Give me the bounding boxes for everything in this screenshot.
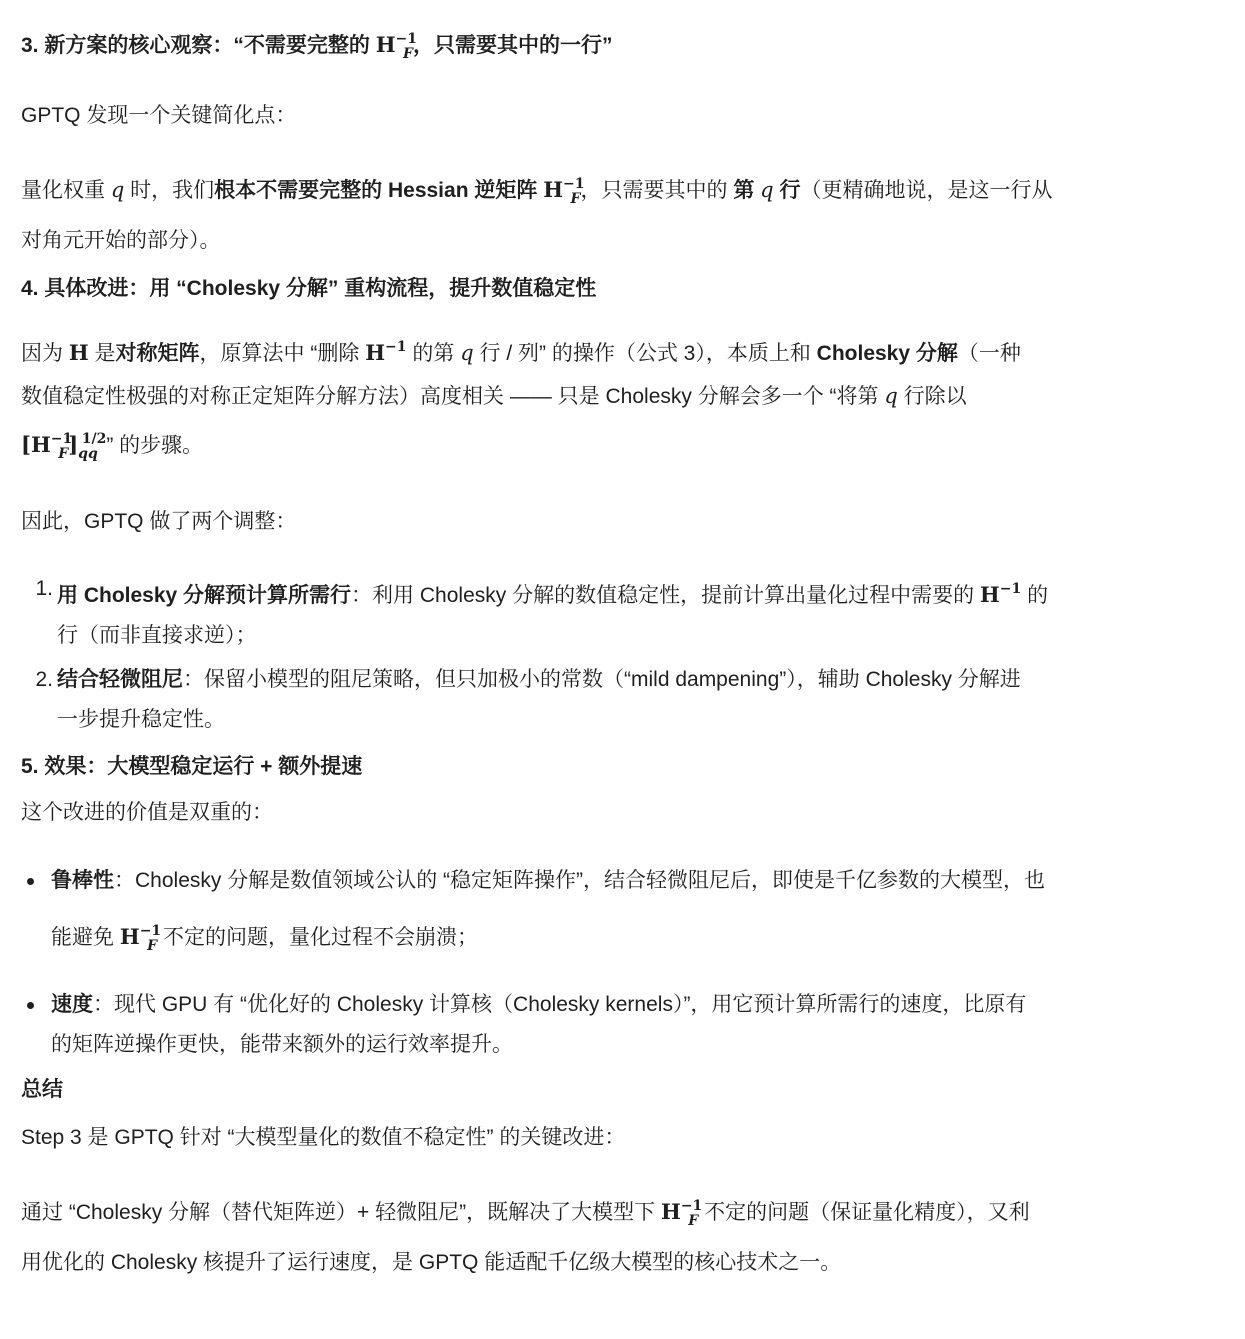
text: 是 xyxy=(88,342,116,365)
math-sup: −1 xyxy=(563,176,585,192)
paragraph xyxy=(21,326,1205,475)
list-item xyxy=(21,569,1205,656)
section-3-title xyxy=(21,24,1205,69)
title-text: 3. 新方案的核心观察：“不需要完整的 xyxy=(21,34,376,57)
section-5-title: 5. 效果：大模型稳定运行 + 额外提速 xyxy=(21,755,363,778)
math-sup: −1 xyxy=(385,339,407,355)
text: 的矩阵逆操作更快，能带来额外的运行效率提升。 xyxy=(51,1033,513,1056)
text: 通过 “Cholesky 分解（替代矩阵逆）+ 轻微阻尼”，既解决了大模型下 xyxy=(21,1201,661,1224)
text: ，原算法中 “删除 xyxy=(199,342,366,365)
paragraph: Step 3 是 GPTQ 针对 “大模型量化的数值不稳定性” 的关键改进： xyxy=(21,1126,626,1149)
bullet-icon xyxy=(27,878,34,885)
text: 的第 xyxy=(406,342,461,365)
text: ：保留小模型的阻尼策略，但只加极小的常数（“mild dampening”），辅助 Cholesky 分解进 xyxy=(183,668,1021,691)
math-H-F-inv xyxy=(119,923,162,954)
math-H: H xyxy=(30,432,51,457)
text: 行（而非直接求逆）； xyxy=(57,624,257,647)
list-item xyxy=(21,660,1205,740)
bold-text: 鲁棒性 xyxy=(51,869,114,892)
math-q: q xyxy=(760,178,774,202)
math-sup: −1 xyxy=(395,31,418,47)
ordered-list xyxy=(21,569,1205,740)
math-q: q xyxy=(884,384,898,408)
bold-text: Cholesky 分解 xyxy=(816,342,958,365)
title-text: ，只需要其中的一行” xyxy=(412,34,613,57)
math-sub: F xyxy=(58,446,69,462)
text: 行 / 列” 的操作（公式 3），本质上和 xyxy=(473,342,817,365)
math-H: H xyxy=(365,340,386,365)
text: 不定的问题，量化过程不会崩溃； xyxy=(157,926,478,949)
bold-text: 速度 xyxy=(51,993,93,1016)
math-sup: 1/2 xyxy=(81,431,107,447)
text: ：现代 GPU 有 “优化好的 Cholesky 计算核（Cholesky kernels）”，用它预计算所需行的速度，比原有 xyxy=(93,993,1027,1016)
math-sup: −1 xyxy=(999,581,1022,597)
text: 时，我们 xyxy=(124,179,215,202)
bold-text: 根本不需要完整的 Hessian 逆矩阵 xyxy=(214,179,544,202)
math-bracket: ] xyxy=(68,432,79,457)
math-H: H xyxy=(543,177,564,202)
math-H: H xyxy=(660,1199,681,1224)
math-sub: qq xyxy=(78,446,98,462)
math-H: H xyxy=(119,924,140,949)
bold-text: 用 Cholesky 分解预计算所需行 xyxy=(57,584,352,607)
math-H: H xyxy=(375,32,396,57)
math-H: H xyxy=(68,340,89,365)
text: ” 的步骤。 xyxy=(106,434,204,457)
text: ：Cholesky 分解是数值领域公认的 “稳定矩阵操作”，结合轻微阻尼后，即使是千亿参数的大模型，也 xyxy=(114,869,1046,892)
text: ，只需要其中的 xyxy=(580,179,734,202)
text: 一步提升稳定性。 xyxy=(57,708,225,731)
bold-text: 结合轻微阻尼 xyxy=(57,668,183,691)
math-H-F-inv xyxy=(543,176,585,207)
list-number: 2. xyxy=(35,668,53,691)
math-bracket-expr xyxy=(21,431,107,462)
text: 的 xyxy=(1021,584,1049,607)
paragraph: 因此，GPTQ 做了两个调整： xyxy=(21,510,297,533)
bullet-icon xyxy=(27,1002,34,1009)
text: （一种 xyxy=(957,342,1021,365)
math-H-F-inv xyxy=(660,1198,703,1229)
paragraph: GPTQ 发现一个关键简化点： xyxy=(21,104,297,127)
list-item xyxy=(21,856,1205,971)
text: 行除以 xyxy=(897,385,967,408)
text: 用优化的 Cholesky 核提升了运行速度，是 GPTQ 能适配千亿级大模型的核心技术之一。 xyxy=(21,1251,842,1274)
summary-title: 总结 xyxy=(21,1078,63,1101)
section-4-title: 4. 具体改进：用 “Cholesky 分解” 重构流程，提升数值稳定性 xyxy=(21,277,597,300)
bold-text: 第 xyxy=(733,179,761,202)
math-sup: −1 xyxy=(139,923,162,939)
math-bracket: [ xyxy=(21,432,31,457)
math-H-inv xyxy=(365,340,406,365)
paragraph xyxy=(21,163,1205,262)
text: 量化权重 xyxy=(21,179,111,202)
paragraph: 这个改进的价值是双重的： xyxy=(21,801,273,824)
text: 对角元开始的部分）。 xyxy=(21,229,221,252)
bold-text: 对称矩阵 xyxy=(115,342,200,365)
math-H-inv xyxy=(980,582,1021,607)
math-sup: −1 xyxy=(680,1198,703,1214)
bold-text: 行 xyxy=(773,179,801,202)
math-sup: −1 xyxy=(50,431,73,447)
list-item xyxy=(21,985,1205,1065)
text: 不定的问题（保证量化精度），又利 xyxy=(698,1201,1030,1224)
list-number: 1. xyxy=(35,577,53,600)
paragraph xyxy=(21,1185,1205,1284)
math-q: q xyxy=(460,341,474,365)
text: 能避免 xyxy=(51,926,120,949)
bullet-list xyxy=(21,856,1205,1065)
text: ：利用 Cholesky 分解的数值稳定性，提前计算出量化过程中需要的 xyxy=(351,584,980,607)
text: 数值稳定性极强的对称正定矩阵分解方法）高度相关 —— 只是 Cholesky 分解会多一个 “将第 xyxy=(21,385,885,408)
math-H-F-inv xyxy=(375,31,418,62)
math-sub: F xyxy=(688,1213,699,1229)
math-sub: F xyxy=(403,46,413,62)
math-sub: F xyxy=(570,191,581,207)
math-q: q xyxy=(110,178,125,202)
math-sub: F xyxy=(147,938,158,954)
text: （更精确地说，是这一行从 xyxy=(800,179,1053,202)
math-H: H xyxy=(979,582,1000,607)
text: 因为 xyxy=(21,342,69,365)
